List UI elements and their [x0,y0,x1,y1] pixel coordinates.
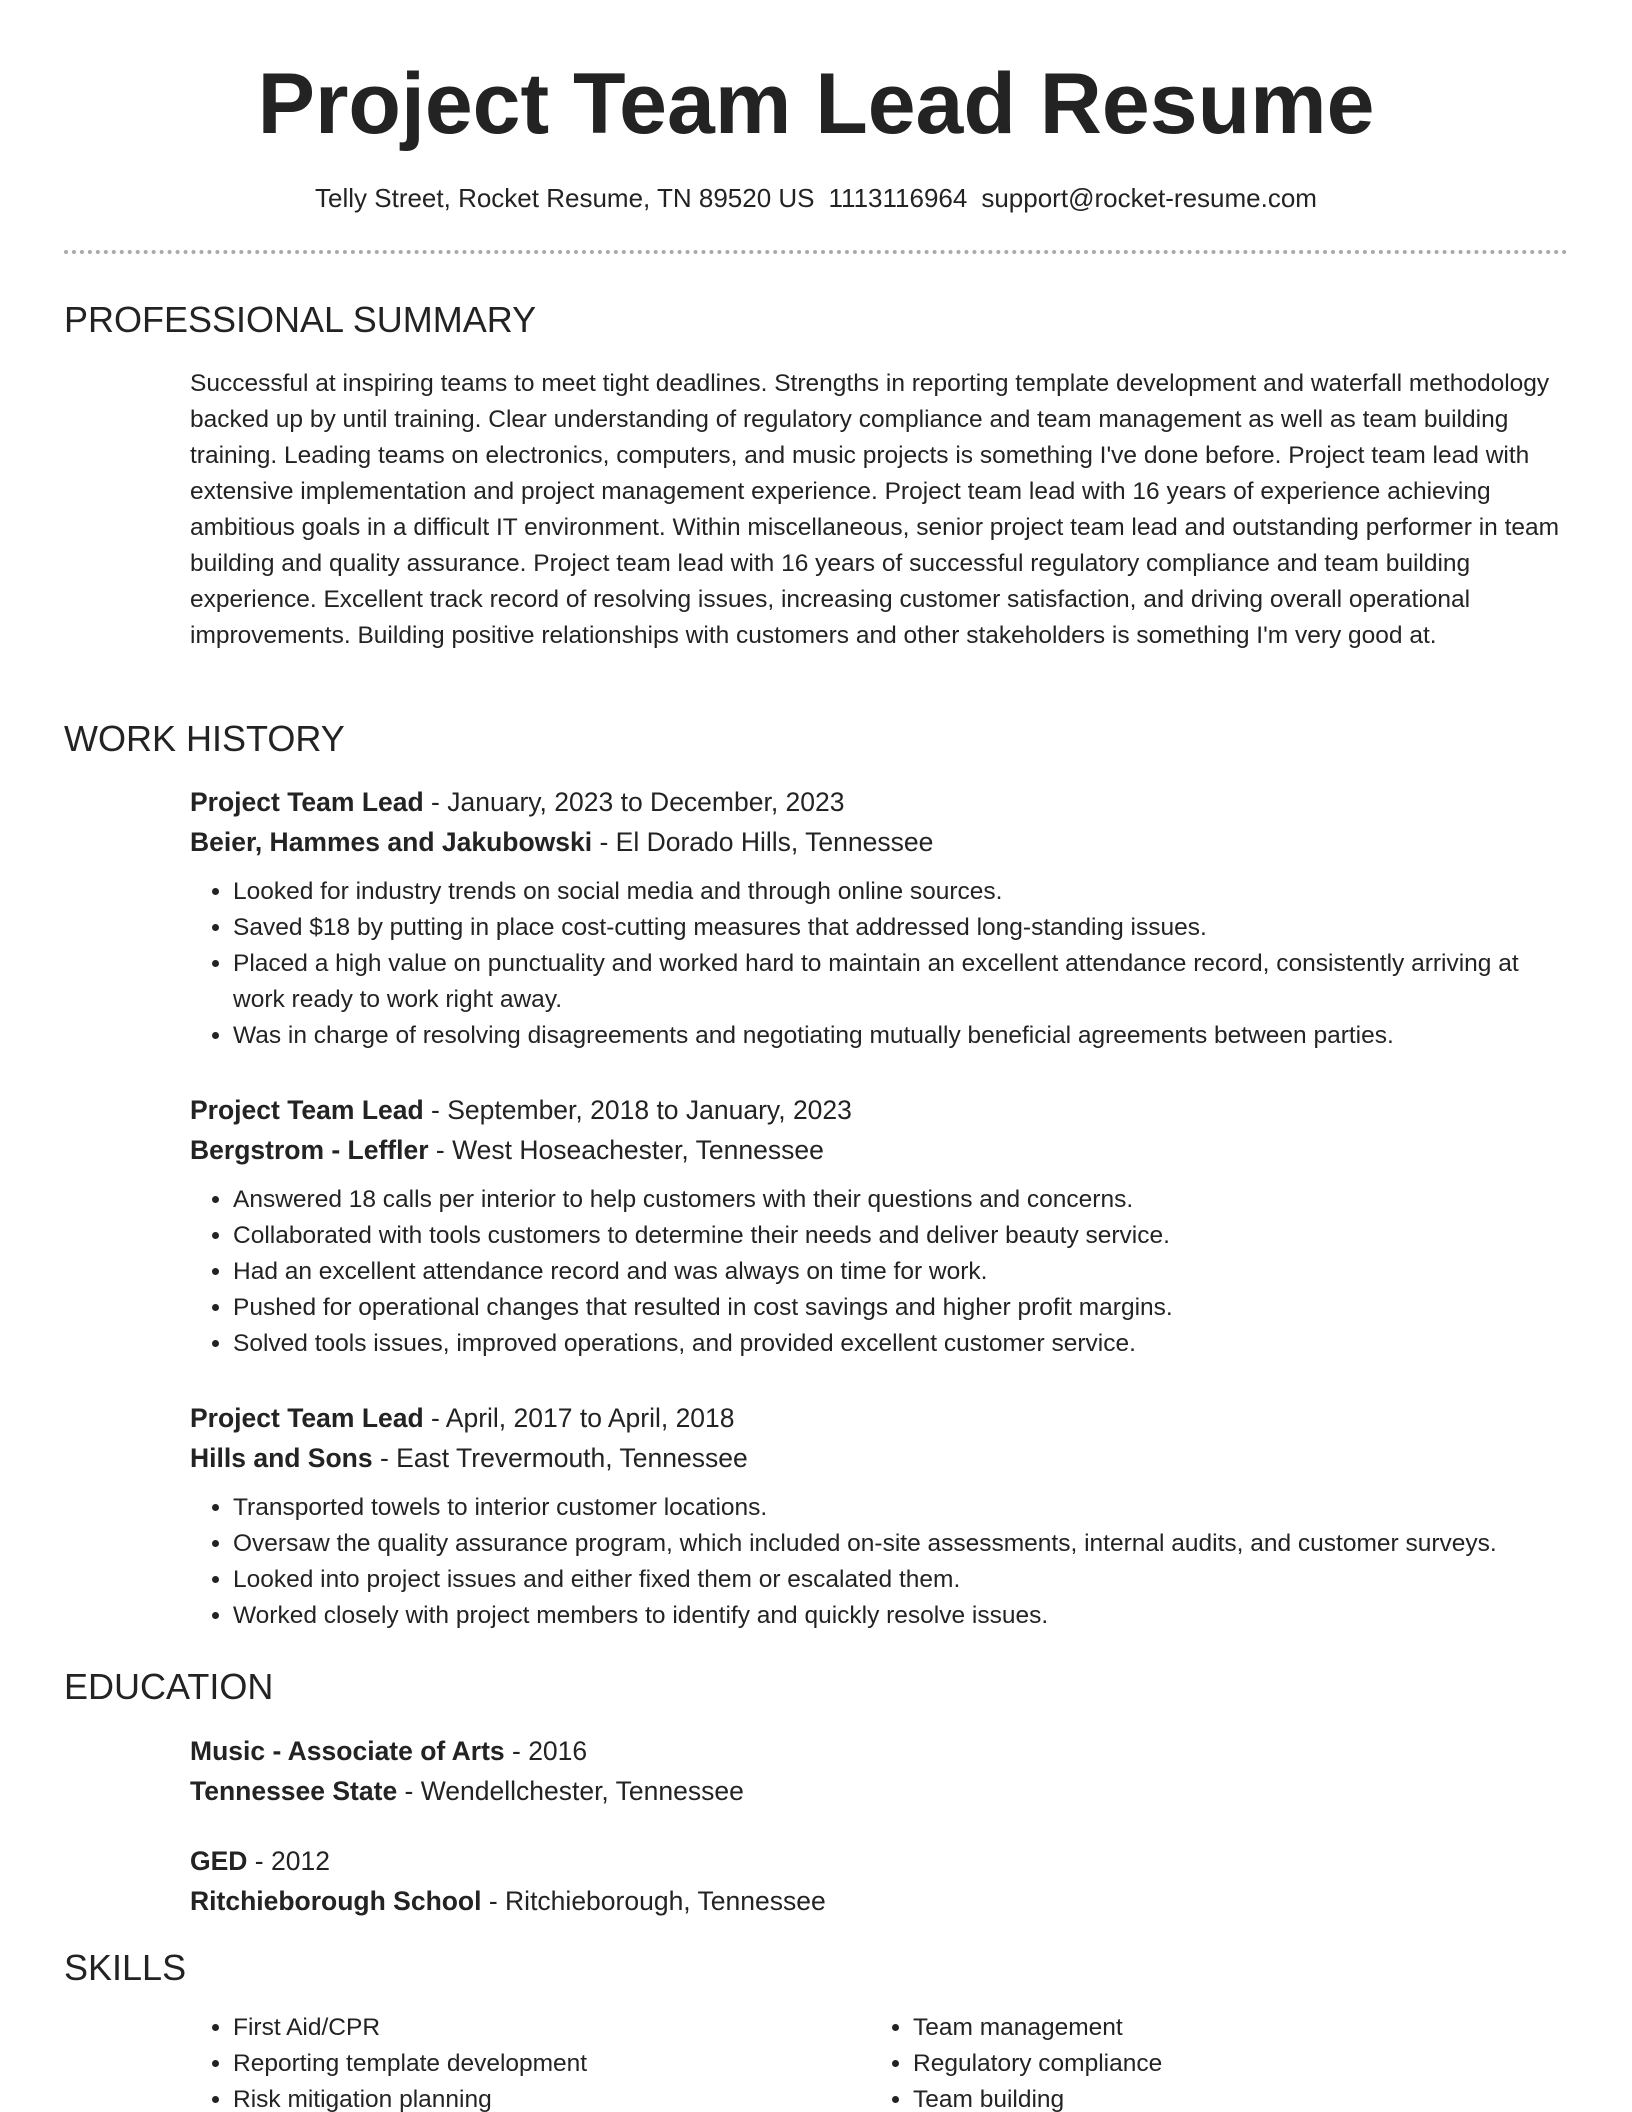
company-line [190,822,1570,862]
degree-line [190,1731,1570,1771]
job-bullet: • Collaborated with tools customers to determine their needs and deliver beauty service. [233,1218,1570,1254]
job-bullet: • Solved tools issues, improved operations, and provided excellent customer service. [233,1326,1570,1362]
job-dates: - January, 2023 to December, 2023 [423,787,845,817]
skills-column-right [870,2010,1162,2112]
job-bullet: • Was in charge of resolving disagreements and negotiating mutually beneficial agreements between parties. [233,1018,1570,1054]
job-title-line [190,1398,1570,1438]
company-location: - West Hoseachester, Tennessee [428,1135,824,1165]
job-bullet: • Pushed for operational changes that resulted in cost savings and higher profit margins. [233,1290,1570,1326]
summary-heading: PROFESSIONAL SUMMARY [64,299,537,340]
job-dates: - September, 2018 to January, 2023 [423,1095,852,1125]
job-bullet: • Saved $18 by putting in place cost-cutting measures that addressed long-standing issues. [233,910,1570,946]
company-name: Beier, Hammes and Jakubowski [190,827,593,857]
contact-address: Telly Street, Rocket Resume, TN 89520 US [315,183,815,213]
education-entry [190,1841,1570,1921]
summary-text: Successful at inspiring teams to meet tight deadlines. Strengths in reporting template development and waterfall methodology backed up by until training. Clear understanding of regulatory compliance and team management as well as team building training. Leading teams on electronics, computers, and music projects is something I've done before. Project team lead with extensive implementation and project management experience. Project team lead with 16 years of experience achieving ambitious goals in a difficult IT environment. Within miscellaneous, senior project team lead and outstanding performer in team building and quality assurance. Project team lead with 16 years of successful regulatory compliance and team building experience. Excellent track record of resolving issues, increasing customer satisfaction, and driving overall operational improvements. Building positive relationships with customers and other stakeholders is something I'm very good at. [190,370,1560,649]
degree-year: - 2016 [504,1736,588,1766]
degree-year: - 2012 [247,1846,330,1876]
school-name: Tennessee State [190,1776,398,1806]
job-title-line [190,1090,1570,1130]
skills-list [190,2010,1570,2112]
page-title: Project Team Lead Resume [257,56,1375,152]
job-bullet: • Had an excellent attendance record and was always on time for work. [233,1254,1570,1290]
job-bullet: • Looked for industry trends on social media and through online sources. [233,874,1570,910]
skill-item: • Team management [913,2010,1162,2046]
company-name: Hills and Sons [190,1443,373,1473]
degree-line [190,1841,1570,1881]
work-entry [190,1398,1570,1634]
skill-item: • Reporting template development [233,2046,587,2082]
skill-item: • Team building [913,2082,1162,2112]
school-name: Ritchieborough School [190,1886,482,1916]
job-bullet: • Oversaw the quality assurance program, which included on-site assessments, internal audits, and customer surveys. [233,1526,1570,1562]
skill-item: • Risk mitigation planning [233,2082,587,2112]
job-bullet-list [190,1182,1570,1362]
contact-phone: 1113116964 [828,183,968,213]
job-title: Project Team Lead [190,787,424,817]
school-line [190,1771,1570,1811]
school-location: - Ritchieborough, Tennessee [481,1886,826,1916]
job-bullet-list [190,874,1570,1054]
work-entry [190,1090,1570,1362]
company-line [190,1130,1570,1170]
school-location: - Wendellchester, Tennessee [397,1776,744,1806]
contact-email: support@rocket-resume.com [981,183,1317,213]
job-bullet: • Placed a high value on punctuality and worked hard to maintain an excellent attendance record, consistently arriving at work ready to work right away. [233,946,1570,1018]
job-title-line [190,782,1570,822]
skill-item: • First Aid/CPR [233,2010,587,2046]
job-bullet: • Worked closely with project members to identify and quickly resolve issues. [233,1598,1570,1634]
job-bullet: • Answered 18 calls per interior to help customers with their questions and concerns. [233,1182,1570,1218]
job-bullet-list [190,1490,1570,1634]
education-entry [190,1731,1570,1811]
job-bullet: • Transported towels to interior customer locations. [233,1490,1570,1526]
degree-name: Music - Associate of Arts [190,1736,505,1766]
company-name: Bergstrom - Leffler [190,1135,429,1165]
header-divider [64,250,1568,254]
school-line [190,1881,1570,1921]
skills-heading: SKILLS [64,1947,187,1988]
job-title: Project Team Lead [190,1403,424,1433]
skill-item: • Regulatory compliance [913,2046,1162,2082]
contact-line [0,182,1632,214]
job-bullet: • Looked into project issues and either fixed them or escalated them. [233,1562,1570,1598]
work-entry [190,782,1570,1054]
degree-name: GED [190,1846,248,1876]
company-line [190,1438,1570,1478]
job-title: Project Team Lead [190,1095,424,1125]
job-dates: - April, 2017 to April, 2018 [423,1403,735,1433]
education-heading: EDUCATION [64,1666,274,1707]
work-history-heading: WORK HISTORY [64,718,345,759]
skills-column-left [190,2010,587,2112]
company-location: - East Trevermouth, Tennessee [372,1443,748,1473]
company-location: - El Dorado Hills, Tennessee [592,827,934,857]
